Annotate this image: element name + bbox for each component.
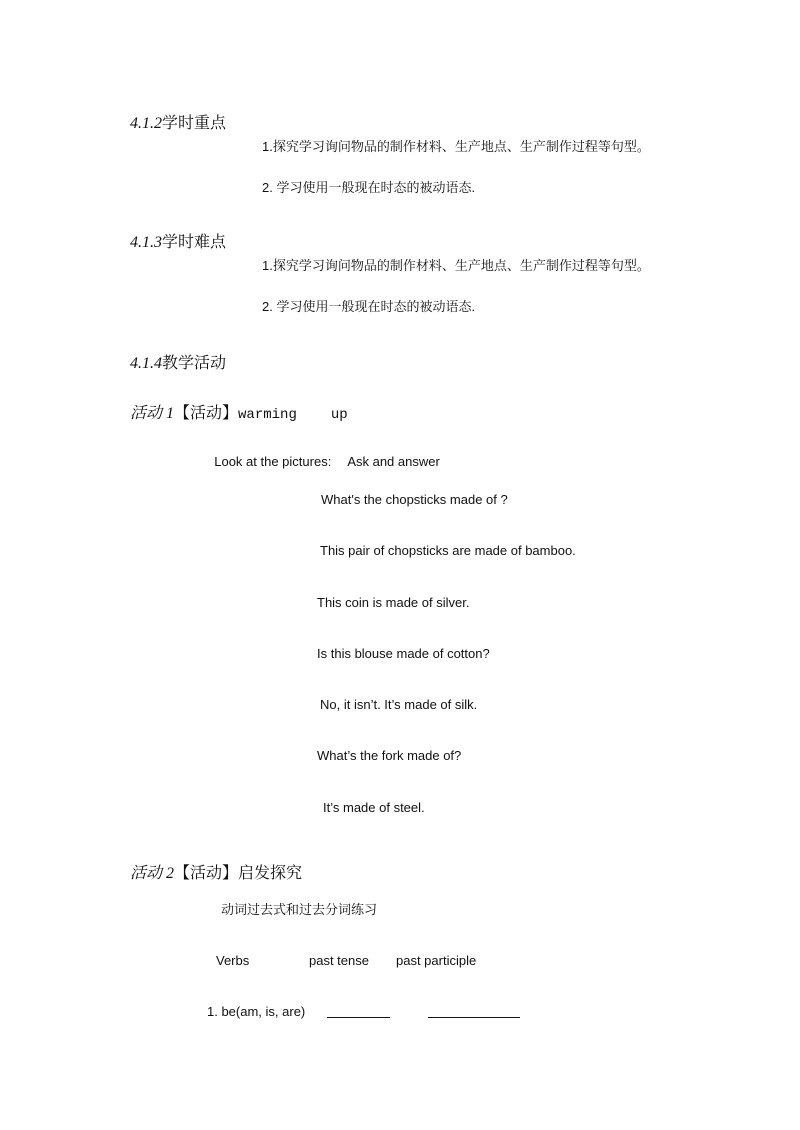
activity-name: 启发探究 xyxy=(238,865,303,882)
past-tense-blank[interactable] xyxy=(327,1005,390,1018)
qa-line: What’s the fork made of? xyxy=(317,748,462,763)
difficulty-line-2: 2. 学习使用一般现在时态的被动语态. xyxy=(262,299,476,314)
activity-label: 活动 2 xyxy=(130,865,175,882)
column-header-past-participle: past participle xyxy=(396,953,477,968)
activity-tag: 【活动】 xyxy=(174,405,239,422)
activity-tag: 【活动】 xyxy=(174,865,239,882)
activity-1-intro xyxy=(207,442,440,468)
focus-line-2: 2. 学习使用一般现在时态的被动语态. xyxy=(262,180,476,195)
qa-line: What's the chopsticks made of ? xyxy=(321,492,508,507)
qa-line: This pair of chopsticks are made of bamboo. xyxy=(320,543,576,558)
section-number: 4.1.2 xyxy=(130,115,162,132)
section-heading-4-1-3 xyxy=(122,219,226,251)
section-heading-4-1-4 xyxy=(122,340,226,372)
column-header-verbs: Verbs xyxy=(216,953,250,968)
intro-ask: Ask and answer xyxy=(347,454,440,469)
section-number: 4.1.4 xyxy=(130,355,162,372)
qa-line: No, it isn’t. It’s made of silk. xyxy=(320,697,478,712)
activity-2-subtitle: 动词过去式和过去分词练习 xyxy=(221,902,378,917)
section-number: 4.1.3 xyxy=(130,234,162,251)
activity-2-heading xyxy=(122,850,302,882)
activity-name-b: up xyxy=(330,407,348,423)
activity-1-heading xyxy=(122,390,348,422)
section-title: 学时难点 xyxy=(162,234,227,251)
intro-look: Look at the pictures: xyxy=(214,454,332,469)
focus-line-1: 1.探究学习询问物品的制作材料、生产地点、生产制作过程等句型。 xyxy=(262,139,650,154)
qa-line: This coin is made of silver. xyxy=(317,595,470,610)
activity-name-a: warming xyxy=(238,407,297,423)
section-title: 学时重点 xyxy=(162,115,227,132)
section-heading-4-1-2 xyxy=(122,100,226,132)
qa-line: It’s made of steel. xyxy=(323,800,425,815)
exercise-row-1: 1. be(am, is, are) xyxy=(207,1004,306,1019)
qa-line: Is this blouse made of cotton? xyxy=(317,646,490,661)
difficulty-line-1: 1.探究学习询问物品的制作材料、生产地点、生产制作过程等句型。 xyxy=(262,258,650,273)
column-header-past-tense: past tense xyxy=(309,953,369,968)
past-participle-blank[interactable] xyxy=(428,1005,520,1018)
section-title: 教学活动 xyxy=(162,355,227,372)
activity-label: 活动 1 xyxy=(130,405,175,422)
